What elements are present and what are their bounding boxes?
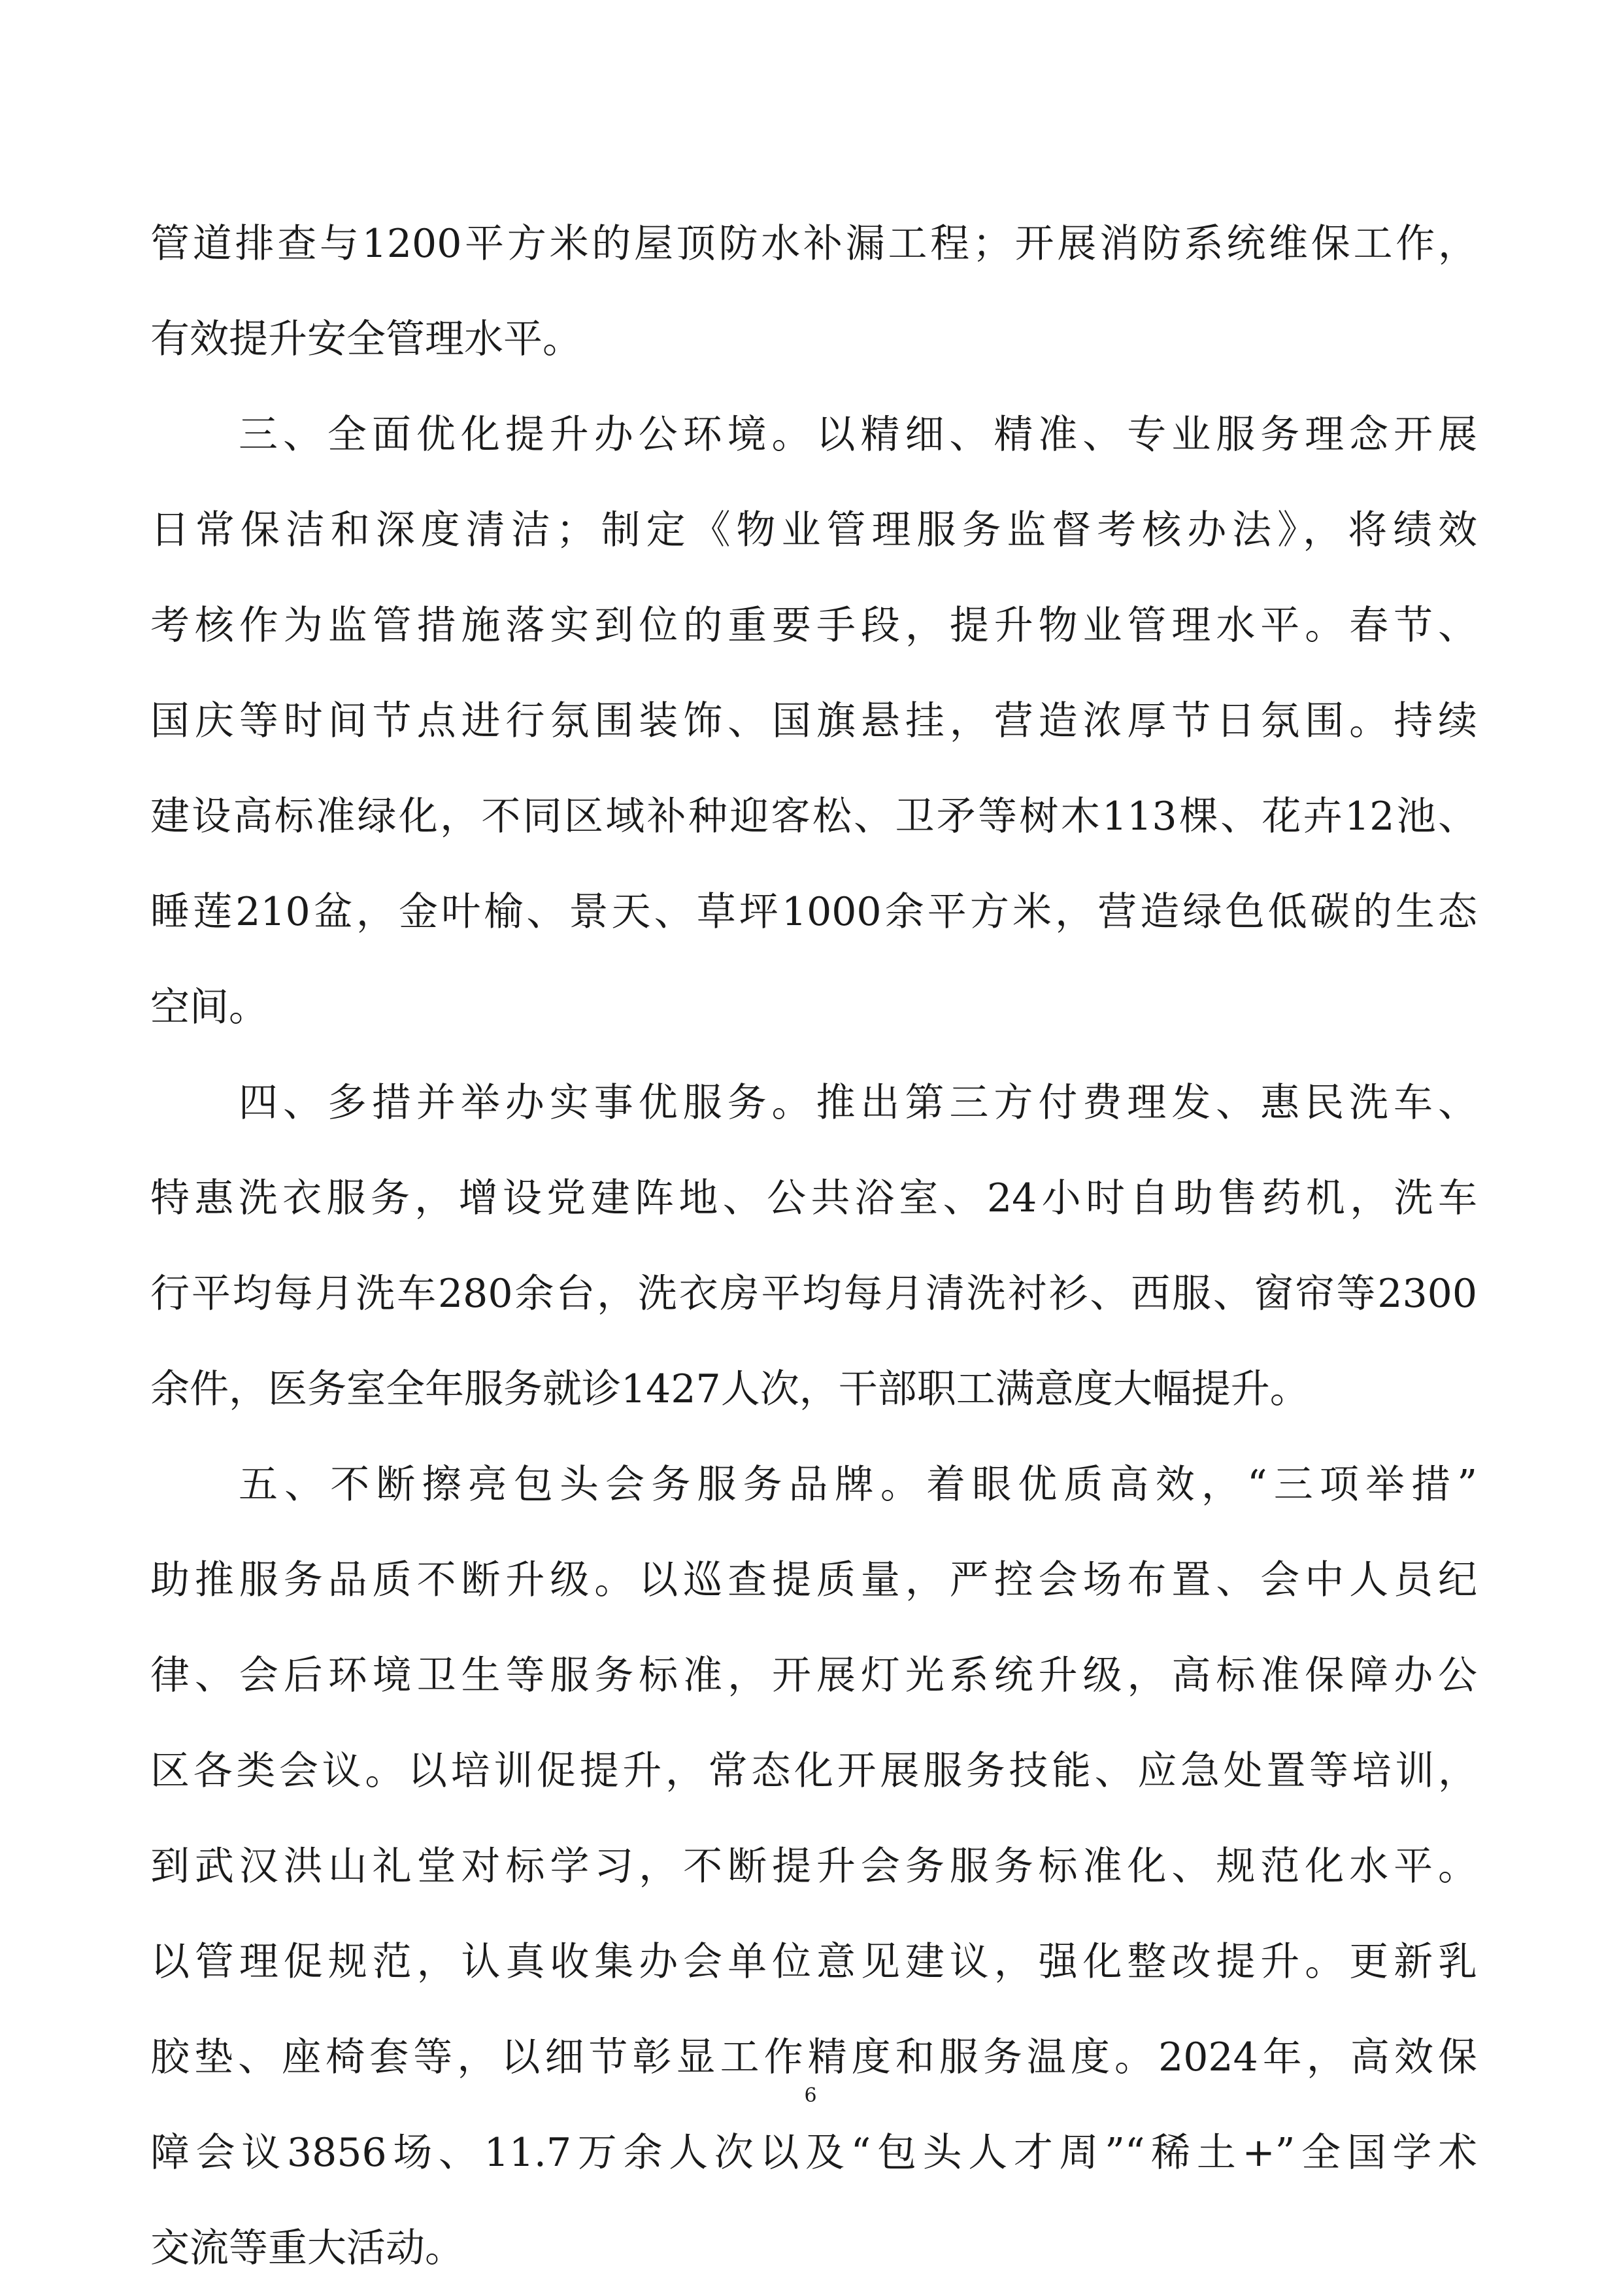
paragraph-heading-line: 三、全面优化提升办公环境。以精细、精准、专业服务理念开展 (239, 412, 1477, 458)
page-number: 6 (804, 2084, 817, 2107)
text-line: 有效提升安全管理水平。 (150, 316, 582, 362)
text-line: 国庆等时间节点进行氛围装饰、国旗悬挂，营造浓厚节日氛围。持续 (150, 698, 1477, 744)
text-line: 考核作为监管措施落实到位的重要手段，提升物业管理水平。春节、 (150, 603, 1477, 649)
text-line: 空间。 (150, 985, 268, 1030)
text-line: 睡莲210盆，金叶榆、景天、草坪1000余平方米，营造绿色低碳的生态 (150, 889, 1477, 935)
text-line: 律、会后环境卫生等服务标准，开展灯光系统升级，高标准保障办公 (150, 1653, 1477, 1698)
text-line: 胶垫、座椅套等，以细节彰显工作精度和服务温度。2024年，高效保 (150, 2034, 1477, 2080)
paragraph-heading-line: 五、不断擦亮包头会务服务品牌。着眼优质高效，“三项举措” (239, 1462, 1477, 1508)
text-line: 建设高标准绿化，不同区域补种迎客松、卫矛等树木113棵、花卉12池、 (150, 794, 1477, 839)
text-line: 区各类会议。以培训促提升，常态化开展服务技能、应急处置等培训， (150, 1748, 1477, 1794)
text-line: 余件，医务室全年服务就诊1427人次，干部职工满意度大幅提升。 (150, 1366, 1309, 1412)
text-line: 到武汉洪山礼堂对标学习，不断提升会务服务标准化、规范化水平。 (150, 1844, 1477, 1889)
text-line: 障会议3856场、11.7万余人次以及“包头人才周”“稀土+”全国学术 (150, 2130, 1477, 2176)
text-line: 管道排查与1200平方米的屋顶防水补漏工程；开展消防系统维保工作， (150, 221, 1477, 267)
text-line: 行平均每月洗车280余台，洗衣房平均每月清洗衬衫、西服、窗帘等2300 (150, 1271, 1477, 1317)
text-line: 交流等重大活动。 (150, 2225, 464, 2271)
body-text (150, 196, 1477, 2296)
text-line: 特惠洗衣服务，增设党建阵地、公共浴室、24小时自助售药机，洗车 (150, 1175, 1477, 1221)
paragraph-heading-line: 四、多措并举办实事优服务。推出第三方付费理发、惠民洗车、 (239, 1080, 1477, 1126)
text-line: 日常保洁和深度清洁；制定《物业管理服务监督考核办法》，将绩效 (150, 507, 1477, 553)
text-line: 以管理促规范，认真收集办会单位意见建议，强化整改提升。更新乳 (150, 1939, 1477, 1985)
text-line: 助推服务品质不断升级。以巡查提质量，严控会场布置、会中人员纪 (150, 1557, 1477, 1603)
